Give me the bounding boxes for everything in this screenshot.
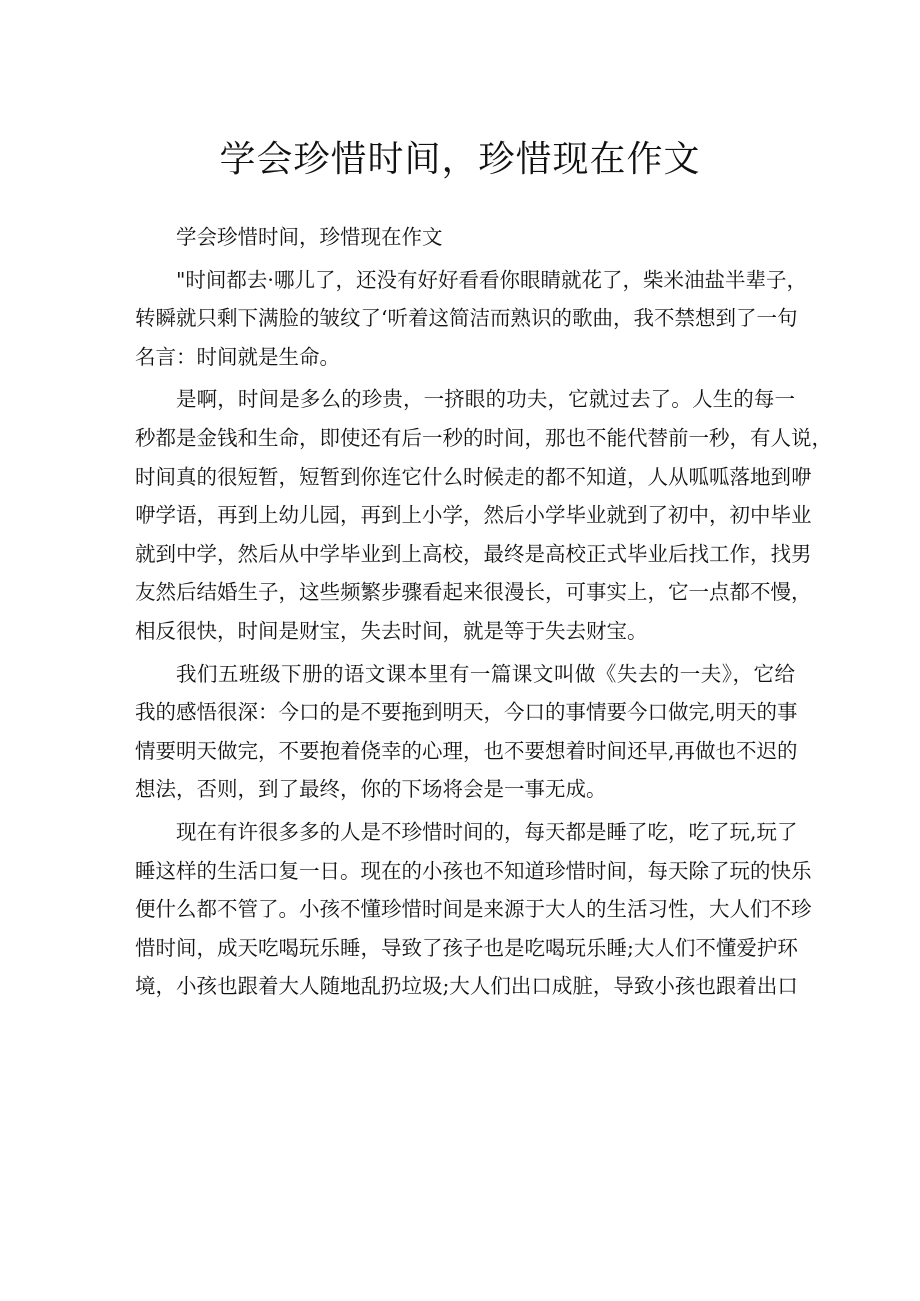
paragraph-subtitle: [135, 218, 795, 257]
text-line: 想法，否则，到了最终，你的下场将会是一事无成。: [135, 777, 607, 802]
text-line: 友然后结婚生子，这些频繁步骤看起来很漫长，可事实上，它一点都不慢，: [135, 580, 812, 605]
text-line: 转瞬就只剩下满脸的皱纹了‘听着这简洁而熟识的歌曲，我不禁想到了一句: [135, 306, 798, 331]
paragraph-textbook: [135, 655, 798, 809]
paragraph-time-precious: [135, 380, 832, 650]
text-line: 惜时间，成天吃喝玩乐睡，导致了孩子也是吃喝玩乐睡;大人们不懂爱护环: [135, 935, 798, 960]
text-line: 我的感悟很深：今口的是不要拖到明天，今口的事情要今口做完,明天的事: [135, 700, 798, 725]
text-line: 是啊，时间是多么的珍贵，一挤眼的功夫，它就过去了。人生的每一: [176, 387, 795, 412]
text-line: 情要明天做完，不要抱着侥幸的心理，也不要想着时间还早,再做也不迟的: [135, 738, 798, 763]
text-line: 境，小孩也跟着大人随地乱扔垃圾;大人们出口成脏，导致小孩也跟着出口: [135, 974, 798, 999]
document-title: 学会珍惜时间，珍惜现在作文: [219, 139, 701, 180]
text-line: 时间真的很短暂，短暂到你连它什么时候走的都不知道，人从呱呱落地到咿: [135, 464, 812, 489]
text-line: 相反很快，时间是财宝，失去时间，就是等于失去财宝。: [135, 618, 648, 643]
text-line: 秒都是金钱和生命，即使还有后一秒的时间，那也不能代替前一秒，有人说，: [135, 425, 832, 450]
text-line: "时间都去·哪儿了，还没有好好看看你眼睛就花了，柴米油盐半辈子，: [176, 267, 807, 292]
text-line: 名言：时间就是生命。: [135, 344, 340, 369]
text-line: 便什么都不管了。小孩不懂珍惜时间是来源于大人的生活习性，大人们不珍: [135, 897, 812, 922]
text-line: 现在有许很多多的人是不珍惜时间的，每天都是睡了吃，吃了玩,玩了: [176, 819, 798, 844]
text-line: 学会珍惜时间，珍惜现在作文: [176, 225, 443, 249]
document-body: [135, 218, 832, 1006]
text-line: 咿学语，再到上幼儿园，再到上小学，然后小学毕业就到了初中，初中毕业: [135, 503, 812, 528]
text-line: 我们五班级下册的语文课本里有一篇课文叫做《失去的一夫》，它给: [176, 661, 795, 686]
text-line: 就到中学，然后从中学毕业到上高校，最终是高校正式毕业后找工作，找男: [135, 541, 812, 566]
paragraph-song-quote: [135, 261, 807, 377]
text-line: 睡这样的生活口复一日。现在的小孩也不知道珍惜时间，每天除了玩的快乐: [135, 858, 812, 883]
paragraph-people-habits: [135, 813, 812, 1006]
